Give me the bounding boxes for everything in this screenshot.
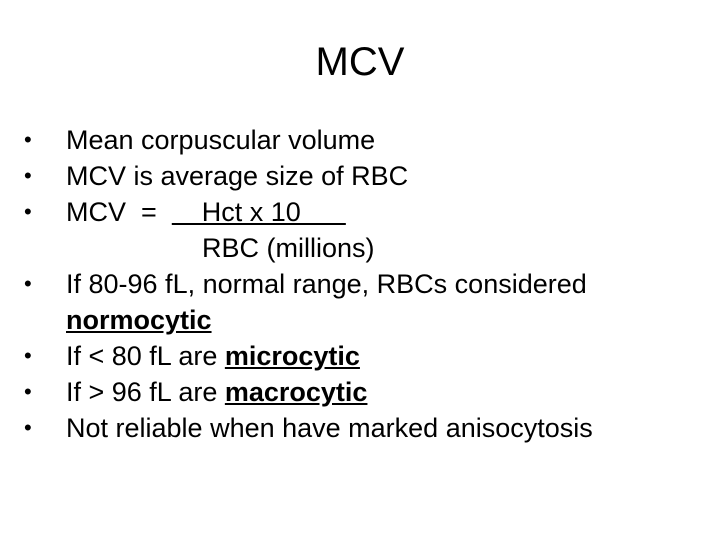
bullet-dot: • xyxy=(24,343,32,368)
formula xyxy=(66,194,346,230)
bullet-item xyxy=(24,266,714,302)
term-macrocytic: macrocytic xyxy=(224,377,368,407)
slide-title: MCV xyxy=(315,40,405,84)
bullet-text-lead: If > 96 fL are xyxy=(66,377,225,407)
bullet-dot: • xyxy=(24,415,32,440)
bullet-continuation xyxy=(24,302,714,338)
bullet-text: Not reliable when have marked anisocytosis xyxy=(66,413,593,443)
bullet-text-lead: If < 80 fL are xyxy=(66,341,225,371)
bullet-item xyxy=(24,158,714,194)
bullet-dot: • xyxy=(24,127,32,152)
formula-denominator-row xyxy=(24,230,714,266)
formula-denominator: RBC (millions) xyxy=(202,233,375,263)
term-microcytic: microcytic xyxy=(224,341,360,371)
bullet-text: MCV is average size of RBC xyxy=(66,161,409,191)
bullet-dot: • xyxy=(24,163,32,188)
bullet-item-formula xyxy=(24,194,714,230)
bullet-item xyxy=(24,410,714,446)
term-normocytic: normocytic xyxy=(66,305,212,335)
formula-numerator: Hct x 10 xyxy=(171,197,346,227)
formula-prefix: MCV = xyxy=(66,197,172,227)
bullet-text: If 80-96 fL, normal range, RBCs considered xyxy=(66,269,587,299)
bullet-item xyxy=(24,374,714,410)
bullet-dot: • xyxy=(24,199,32,224)
bullet-dot: • xyxy=(24,379,32,404)
bullet-text: Mean corpuscular volume xyxy=(66,125,376,155)
bullet-list xyxy=(24,122,714,446)
bullet-dot: • xyxy=(24,271,32,296)
bullet-item xyxy=(24,122,714,158)
bullet-text xyxy=(66,338,360,374)
bullet-text xyxy=(66,374,367,410)
bullet-item xyxy=(24,338,714,374)
